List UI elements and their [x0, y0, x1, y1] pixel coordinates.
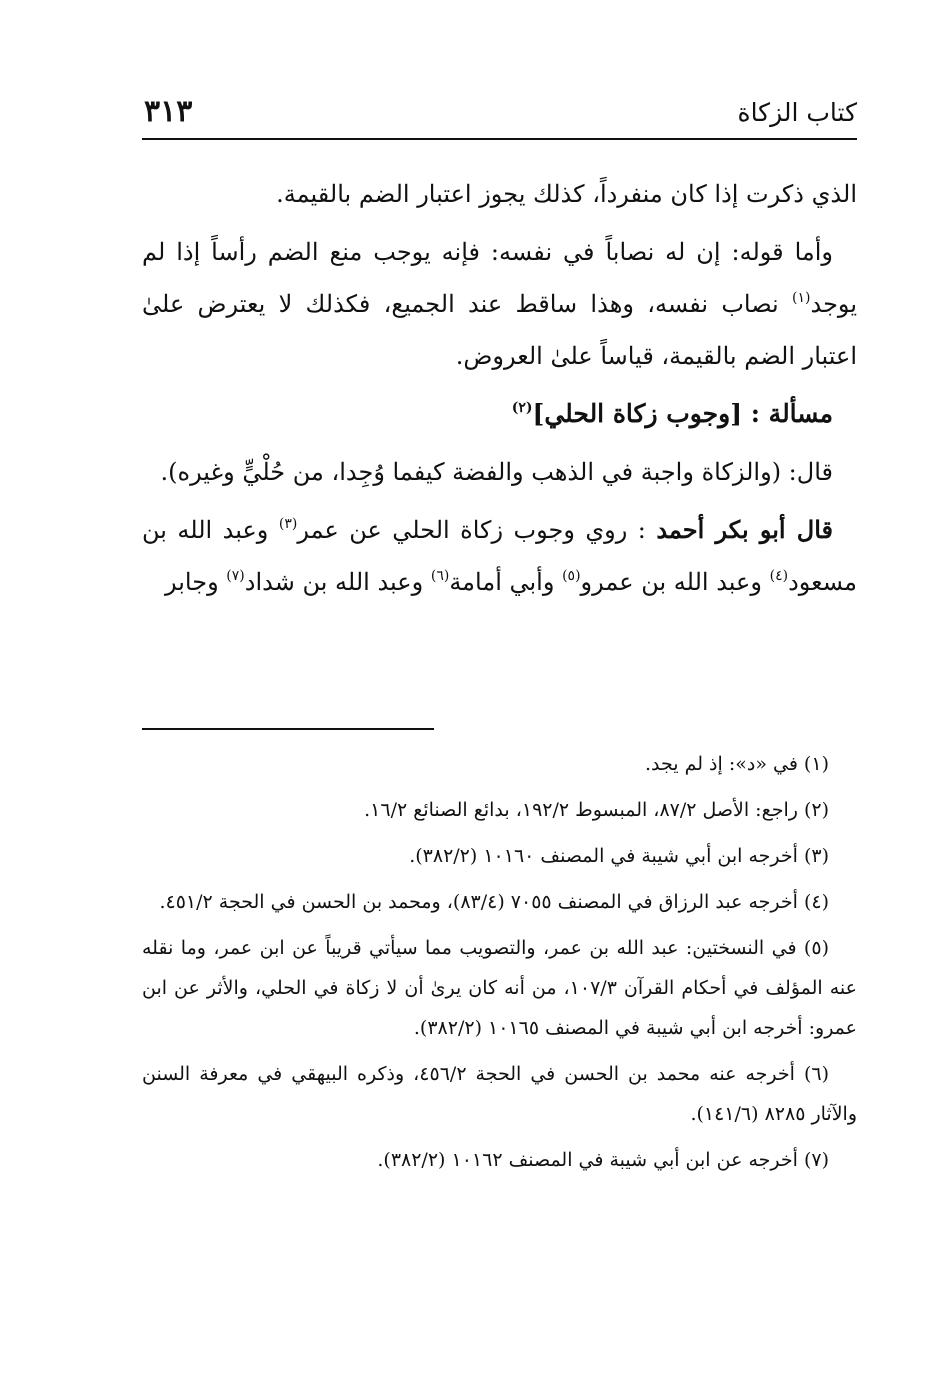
- footnote-6: (٦) أخرجه عنه محمد بن الحسن في الحجة ٤٥٦/٢، وذكره البيهقي في معرفة السنن والآثار ٨٢٨٥ (١٤١/٦).: [142, 1063, 857, 1125]
- footnote-ref-2: (٢): [511, 400, 533, 416]
- footnote-separator: [142, 728, 434, 730]
- running-title: كتاب الزكاة: [737, 98, 857, 127]
- section-heading: [142, 388, 857, 440]
- footnote-ref-5: (٥): [562, 568, 581, 584]
- footnote-ref-4: (٤): [769, 568, 789, 584]
- footnotes: [142, 744, 857, 1186]
- paragraph-2-text-b: نصاب نفسه، وهذا ساقط عند الجميع، فكذلك لا يعترض علىٰ اعتبار الضم بالقيمة، قياساً علىٰ العروض.: [142, 290, 857, 370]
- footnote-4: (٤) أخرجه عبد الرزاق في المصنف ٧٠٥٥ (٨٣/٤)، ومحمد بن الحسن في الحجة ٤٥١/٢.: [159, 891, 829, 913]
- paragraph-3: قال: (والزكاة واجبة في الذهب والفضة كيفما وُجِدا، من حُلْيٍّ وغيره).: [160, 458, 833, 486]
- footnote-7: (٧) أخرجه عن ابن أبي شيبة في المصنف ١٠١٦٢ (٣٨٢/٢).: [377, 1149, 829, 1171]
- book-page: [142, 0, 857, 1378]
- footnote-ref-7: (٧): [226, 568, 245, 584]
- page-number: ٣١٣: [144, 94, 193, 129]
- footnote-ref-6: (٦): [430, 568, 450, 584]
- author-name: قال أبو بكر أحمد: [656, 515, 833, 544]
- footnote-3: (٣) أخرجه ابن أبي شيبة في المصنف ١٠١٦٠ (٣٨٢/٢).: [409, 845, 829, 867]
- paragraph-2: [142, 226, 857, 382]
- paragraph-4-text-f: وجابر: [165, 568, 227, 596]
- running-header: [142, 92, 857, 140]
- paragraph-4-text-e: وعبد الله بن شداد: [244, 568, 431, 596]
- paragraph-2-text-a: وأما قوله: إن له نصاباً في نفسه: فإنه يوجب منع الضم رأساً إذا لم يوجد: [142, 238, 857, 318]
- paragraph-4-text-b: وعبد الله بن مسعود: [142, 516, 857, 596]
- footnote-5: (٥) في النسختين: عبد الله بن عمر، والتصويب مما سيأتي قريباً عن ابن عمر، وما نقله عنه المؤلف في أحكام القرآن ١٠٧/٣، من أنه كان يرىٰ أن لا زكاة في الحلي، والأثر عن ابن عمرو: أخرجه ابن أبي شيبة في المصنف ١٠١٦٥ (٣٨٢/٢).: [142, 937, 857, 1039]
- footnote-ref-3: (٣): [278, 516, 298, 532]
- main-text: [142, 168, 857, 614]
- section-heading-text: مسألة : [وجوب زكاة الحلي]: [532, 399, 833, 428]
- footnote-ref-1: (١): [792, 290, 811, 306]
- paragraph-4-text-a: : روي وجوب زكاة الحلي عن عمر: [297, 516, 657, 544]
- paragraph-1: الذي ذكرت إذا كان منفرداً، كذلك يجوز اعتبار الضم بالقيمة.: [276, 180, 857, 208]
- footnote-2: (٢) راجع: الأصل ٨٧/٢، المبسوط ١٩٢/٢، بدائع الصنائع ١٦/٢.: [364, 799, 829, 821]
- paragraph-4-text-c: وعبد الله بن عمرو: [580, 568, 770, 596]
- footnote-1: (١) في «د»: إذ لم يجد.: [644, 753, 829, 775]
- paragraph-4-text-d: وأبي أمامة: [449, 568, 563, 596]
- paragraph-4: [142, 504, 857, 608]
